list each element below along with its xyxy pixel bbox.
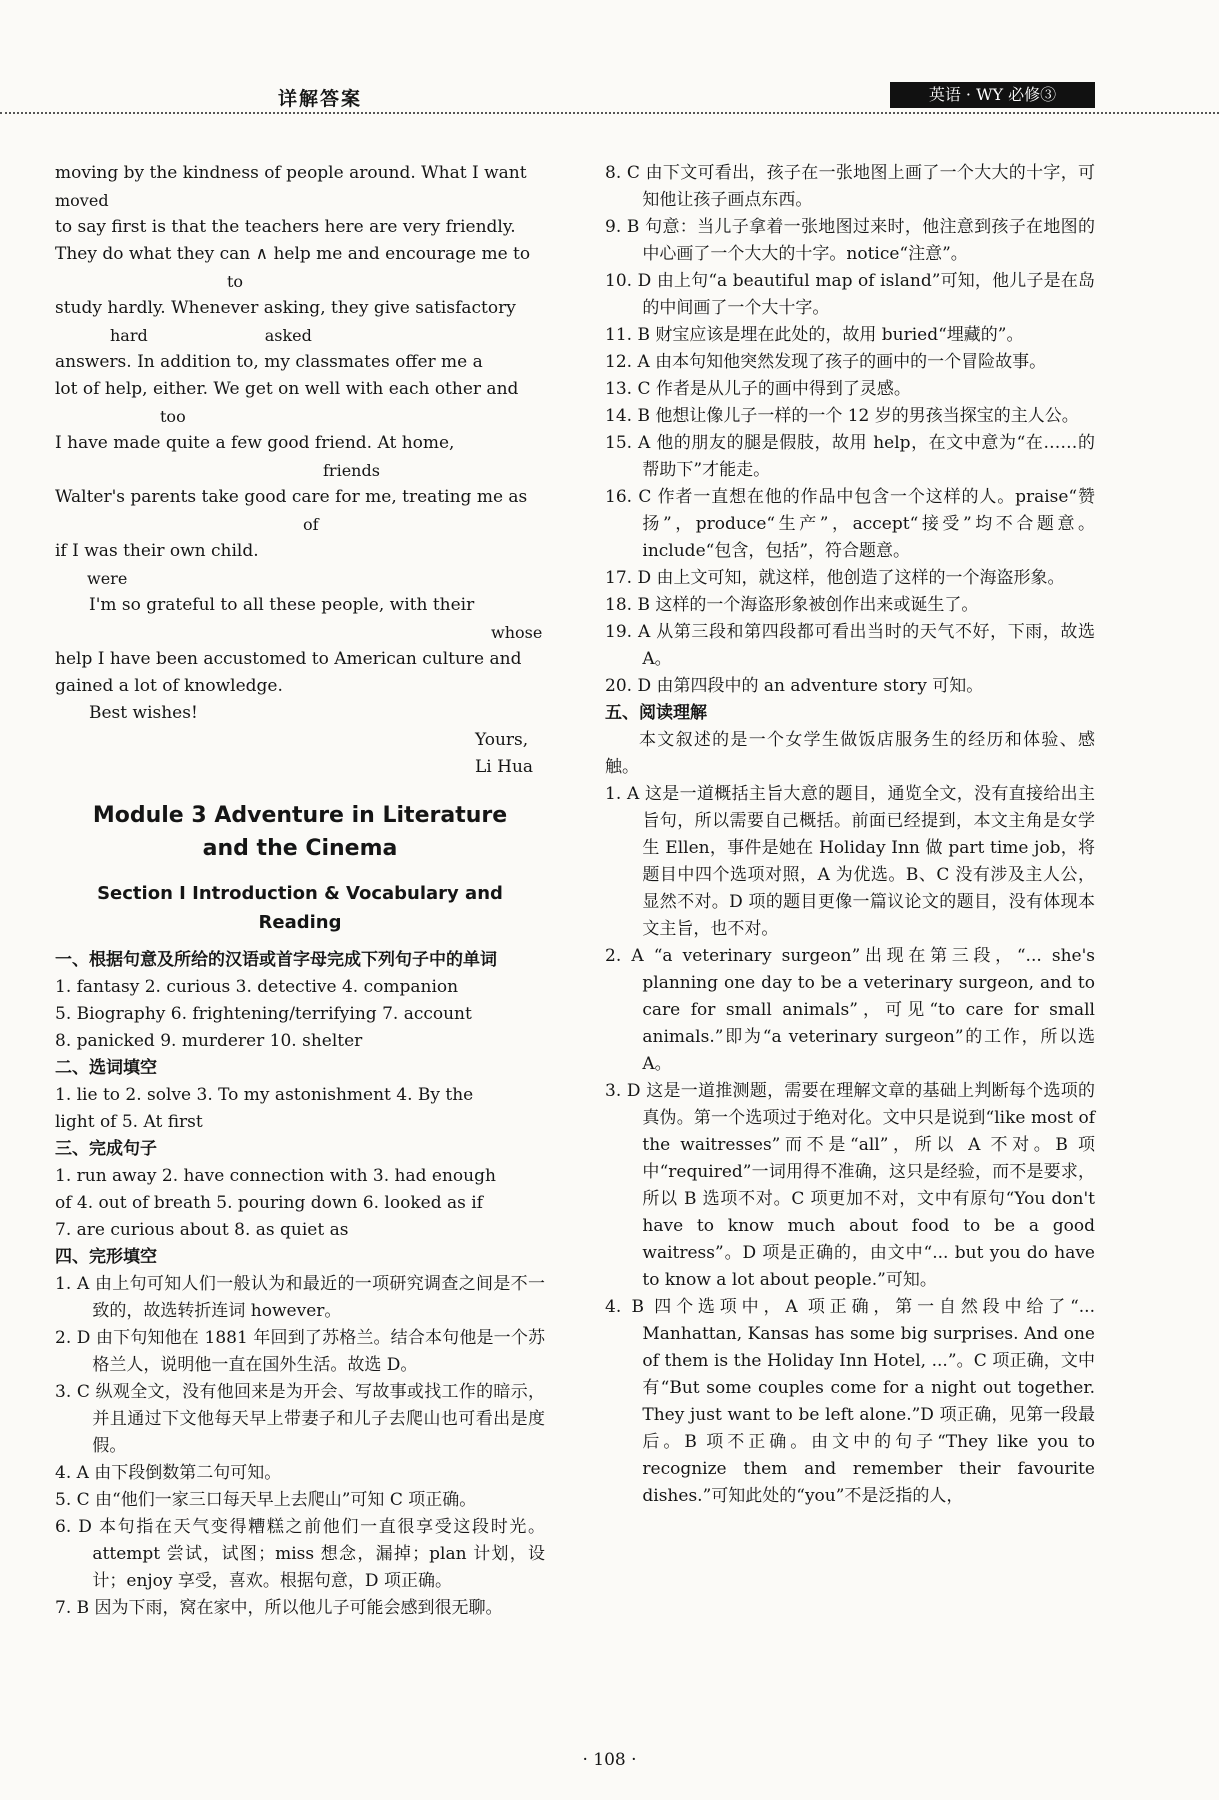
letter-signature: Li Hua <box>475 757 534 777</box>
part5-heading: 五、阅读理解 <box>605 703 707 723</box>
page-header <box>0 78 1219 114</box>
letter-line: to say first is that the teachers here are very friendly. <box>55 217 516 237</box>
letter-line: Walter's parents take good care for me, treating me as <box>55 487 528 507</box>
letter-line: gained a lot of knowledge. <box>55 676 283 696</box>
answer-line: light of 5. At first <box>55 1112 203 1132</box>
letter-line: answers. In addition to, my classmates offer me a <box>55 352 483 372</box>
cloze-item: 10. D 由上句“a beautiful map of island”可知，他儿子是在岛的中间画了一个大十字。 <box>605 271 1095 318</box>
part1-heading: 一、根据句意及所给的汉语或首字母完成下列句子中的单词 <box>55 950 497 970</box>
part4-heading: 四、完形填空 <box>55 1247 157 1267</box>
cloze-item: 16. C 作者一直想在他的作品中包含一个这样的人。praise“赞扬”，produce“生产”，accept“接受”均不合题意。include“包含，包括”，符合题意。 <box>605 487 1095 561</box>
cloze-item: 12. A 由本句知他突然发现了孩子的画中的一个冒险故事。 <box>605 352 1047 372</box>
correction-line: whose <box>491 623 543 642</box>
left-column <box>55 160 545 1622</box>
answer-line: of 4. out of breath 5. pouring down 6. looked as if <box>55 1193 483 1213</box>
answer-line: 1. run away 2. have connection with 3. had enough <box>55 1166 496 1186</box>
page-number: · 108 · <box>582 1750 637 1770</box>
part3-heading: 三、完成句子 <box>55 1139 157 1159</box>
cloze-item: 4. A 由下段倒数第二句可知。 <box>55 1463 282 1483</box>
cloze-item: 7. B 因为下雨，窝在家中，所以他儿子可能会感到很无聊。 <box>55 1598 503 1618</box>
correction-line: moved <box>55 191 109 210</box>
cloze-item: 11. B 财宝应该是埋在此处的，故用 buried“埋藏的”。 <box>605 325 1024 345</box>
module-title: Module 3 Adventure in Literature and the Cinema <box>92 803 508 861</box>
letter-line: if I was their own child. <box>55 541 259 561</box>
letter-closing: Best wishes! <box>89 703 198 723</box>
cloze-item: 17. D 由上文可知，就这样，他创造了这样的一个海盗形象。 <box>605 568 1065 588</box>
answer-line: 5. Biography 6. frightening/terrifying 7. account <box>55 1004 472 1024</box>
reading-item: 3. D 这是一道推测题，需要在理解文章的基础上判断每个选项的真伪。第一个选项过于绝对化。文中只是说到“like most of the waitresses”而不是“all”，所以 A 不对。B 项中“required”一词用得不准确，这只是经验，而不是要求，所以 B 选项不对。C 项更加不对，文中有原句“You don't have to know much about food to be a good waitress”。D 项是正确的，由文中“... but you do have to know a lot about people.”可知。 <box>605 1081 1095 1290</box>
correction-line: too <box>160 407 186 426</box>
answer-line: 7. are curious about 8. as quiet as <box>55 1220 349 1240</box>
cloze-item: 5. C 由“他们一家三口每天早上去爬山”可知 C 项正确。 <box>55 1490 477 1510</box>
cloze-item: 14. B 他想让像儿子一样的一个 12 岁的男孩当探宝的主人公。 <box>605 406 1079 426</box>
correction-line: hard asked <box>110 326 312 345</box>
cloze-item: 2. D 由下句知他在 1881 年回到了苏格兰。结合本句他是一个苏格兰人，说明他一直在国外生活。故选 D。 <box>55 1328 545 1375</box>
cloze-item: 9. B 句意：当儿子拿着一张地图过来时，他注意到孩子在地图的中心画了一个大大的十字。notice“注意”。 <box>605 217 1095 264</box>
letter-line: I'm so grateful to all these people, with their <box>89 595 475 615</box>
header-badge: 英语 · WY 必修③ <box>890 82 1095 108</box>
header-rule <box>0 112 1219 114</box>
part2-heading: 二、选词填空 <box>55 1058 157 1078</box>
reading-item: 4. B 四个选项中，A 项正确，第一自然段中给了“... Manhattan, Kansas has some big surprises. And one of them is the Holiday Inn Hotel, ...”。C 项正确，文中有“But some couples come for a night out together. They just want to be left alone.”D 项正确，见第一段最后。B 项不正确。由文中的句子“They like you to recognize them and remember their favourite dishes.”可知此处的“you”不是泛指的人， <box>605 1297 1095 1506</box>
letter-line: study hardly. Whenever asking, they give satisfactory <box>55 298 516 318</box>
answer-line: 8. panicked 9. murderer 10. shelter <box>55 1031 363 1051</box>
cloze-item: 13. C 作者是从儿子的画中得到了灵感。 <box>605 379 911 399</box>
letter-line: They do what they can ∧ help me and encourage me to <box>55 244 531 264</box>
correction-line: friends <box>323 461 380 480</box>
header-title: 详解答案 <box>278 88 363 110</box>
answer-line: 1. fantasy 2. curious 3. detective 4. companion <box>55 977 459 997</box>
letter-line: lot of help, either. We get on well with each other and <box>55 379 519 399</box>
section-title: Section Ⅰ Introduction & Vocabulary and Reading <box>97 883 503 933</box>
cloze-item: 19. A 从第三段和第四段都可看出当时的天气不好，下雨，故选 A。 <box>605 622 1095 669</box>
cloze-item: 6. D 本句指在天气变得糟糕之前他们一直很享受这段时光。attempt 尝试，试图；miss 想念，漏掉；plan 计划，设计；enjoy 享受，喜欢。根据句意，D 项正确。 <box>55 1517 545 1591</box>
cloze-item: 3. C 纵观全文，没有他回来是为开会、写故事或找工作的暗示，并且通过下文他每天早上带妻子和儿子去爬山也可看出是度假。 <box>55 1382 545 1456</box>
letter-line: I have made quite a few good friend. At home, <box>55 433 455 453</box>
cloze-item: 20. D 由第四段中的 an adventure story 可知。 <box>605 676 984 696</box>
cloze-item: 15. A 他的朋友的腿是假肢，故用 help，在文中意为“在……的帮助下”才能走。 <box>605 433 1095 480</box>
letter-signoff: Yours, <box>475 730 529 750</box>
reading-intro: 本文叙述的是一个女学生做饭店服务生的经历和体验、感触。 <box>605 730 1095 777</box>
correction-line: were <box>87 569 128 588</box>
cloze-item: 8. C 由下文可看出，孩子在一张地图上画了一个大大的十字，可知他让孩子画点东西。 <box>605 163 1095 210</box>
letter-line: help I have been accustomed to American culture and <box>55 649 522 669</box>
right-column <box>605 160 1095 1510</box>
letter-line: moving by the kindness of people around. What I want <box>55 163 527 183</box>
reading-item: 1. A 这是一道概括主旨大意的题目，通览全文，没有直接给出主旨句，所以需要自己概括。前面已经提到，本文主角是女学生 Ellen，事件是她在 Holiday Inn 做 part time job，将题目中四个选项对照，A 为优选。B、C 没有涉及主人公，显然不对。D 项的题目更像一篇议论文的题目，没有体现本文主旨，也不对。 <box>605 784 1095 939</box>
reading-item: 2. A “a veterinary surgeon”出现在第三段，“... she's planning one day to be a veterinary surgeon, and to care for small animals”，可见“to care for small animals.”即为“a veterinary surgeon”的工作，所以选 A。 <box>605 946 1095 1074</box>
cloze-item: 18. B 这样的一个海盗形象被创作出来或诞生了。 <box>605 595 979 615</box>
correction-line: of <box>303 515 319 534</box>
letter-body <box>55 160 545 781</box>
cloze-item: 1. A 由上句可知人们一般认为和最近的一项研究调查之间是不一致的，故选转折连词 however。 <box>55 1274 545 1321</box>
correction-line: to <box>226 272 244 291</box>
answer-line: 1. lie to 2. solve 3. To my astonishment 4. By the <box>55 1085 474 1105</box>
